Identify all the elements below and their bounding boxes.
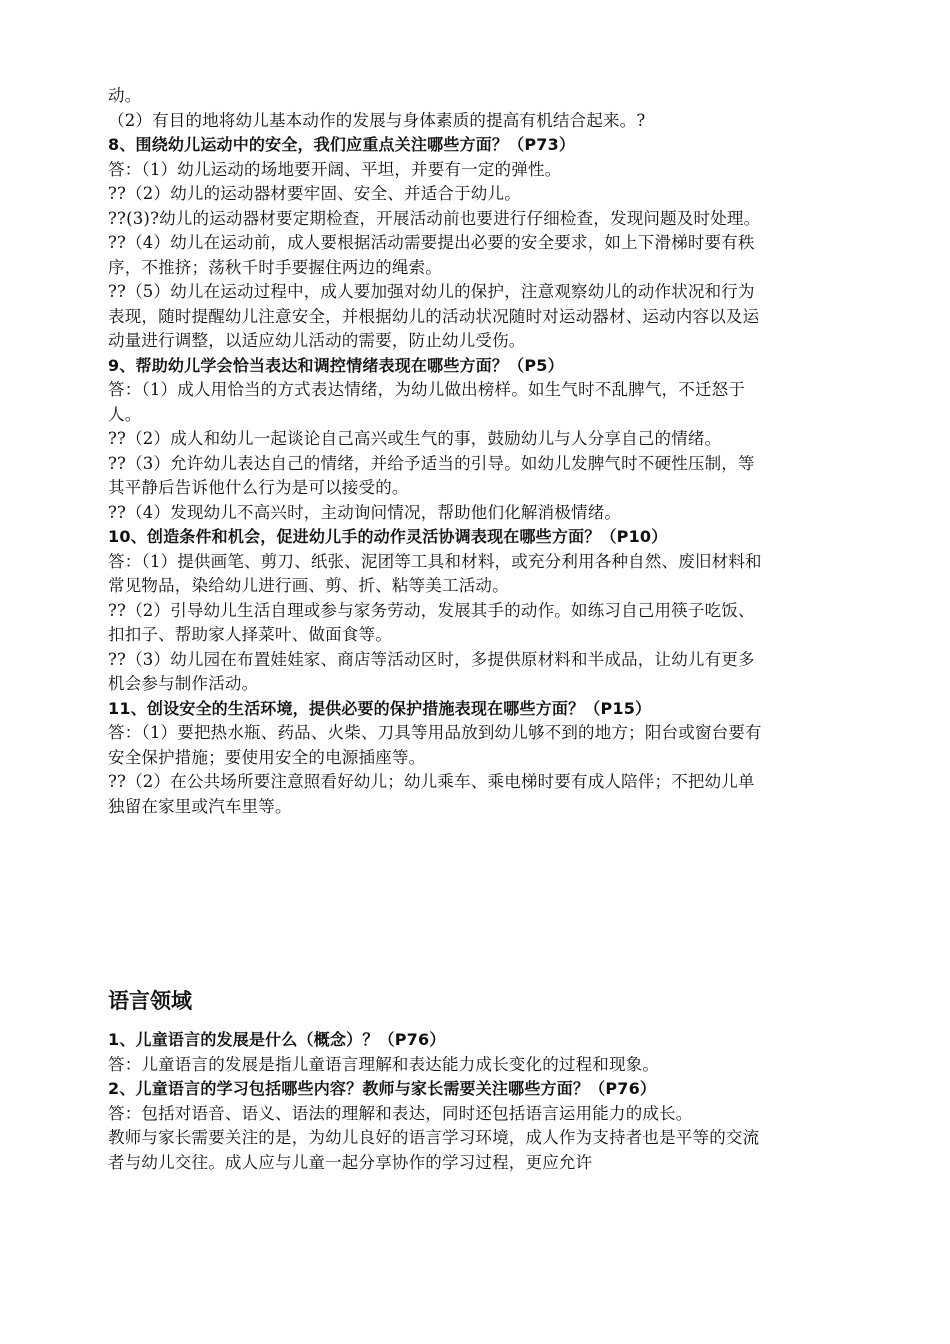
answer-paragraph: 答：（1）幼儿运动的场地要开阔、平坦，并要有一定的弹性。 xyxy=(108,159,562,179)
question-heading: 10、创造条件和机会，促进幼儿手的动作灵活协调表现在哪些方面？（P10） xyxy=(108,527,668,546)
answer-paragraph: 答：包括对语音、语义、语法的理解和表达，同时还包括语言运用能力的成长。 xyxy=(108,1103,693,1123)
answer-paragraph: ??（2）成人和幼儿一起谈论自己高兴或生气的事，鼓励幼儿与人分享自己的情绪。 xyxy=(108,429,722,448)
answer-paragraph: ??（4）发现幼儿不高兴时，主动询问情况，帮助他们化解消极情绪。 xyxy=(108,502,622,522)
answer-paragraph: 答：（1）要把热水瓶、药品、火柴、刀具等用品放到幼儿够不到的地方；阳台或窗台要有安全保护措施；要使用安全的电源插座等。 xyxy=(108,723,762,767)
answer-paragraph: 答：儿童语言的发展是指儿童语言理解和表达能力成长变化的过程和现象。 xyxy=(108,1054,660,1074)
answer-paragraph: （2）有目的地将幼儿基本动作的发展与身体素质的提高有机结合起来。? xyxy=(108,110,646,130)
answer-paragraph: ??（2）引导幼儿生活自理或参与家务劳动，发展其手的动作。如练习自己用筷子吃饭、扣扣子、帮助家人择菜叶、做面食等。 xyxy=(108,600,755,644)
answer-paragraph: 教师与家长需要关注的是，为幼儿良好的语言学习环境，成人作为支持者也是平等的交流者与幼儿交往。成人应与儿童一起分享协作的学习过程，更应允许 xyxy=(108,1128,760,1172)
question-heading: 1、儿童语言的发展是什么（概念）？（P76） xyxy=(108,1030,446,1049)
top-text-block xyxy=(108,84,768,819)
answer-paragraph: 动。 xyxy=(108,86,142,105)
answer-paragraph: ??(3)?幼儿的运动器材要定期检查，开展活动前也要进行仔细检查，发现问题及时处理。 xyxy=(108,208,761,228)
question-heading: 8、围绕幼儿运动中的安全，我们应重点关注哪些方面？（P73） xyxy=(108,135,576,154)
question-heading: 9、帮助幼儿学会恰当表达和调控情绪表现在哪些方面？（P5） xyxy=(108,355,564,375)
question-heading: 11、创设安全的生活环境，提供必要的保护措施表现在哪些方面？（P15） xyxy=(108,698,652,718)
answer-paragraph: 答：（1）提供画笔、剪刀、纸张、泥团等工具和材料，或充分利用各种自然、废旧材料和常见物品，染给幼儿进行画、剪、折、粘等美工活动。 xyxy=(108,551,762,595)
section-heading: 语言领域 xyxy=(108,989,192,1013)
answer-paragraph: ??（3）幼儿园在布置娃娃家、商店等活动区时，多提供原材料和半成品，让幼儿有更多机会参与制作活动。 xyxy=(108,649,755,693)
answer-paragraph: ??（3）允许幼儿表达自己的情绪，并给予适当的引导。如幼儿发脾气时不硬性压制，等其平静后告诉他什么行为是可以接受的。 xyxy=(108,453,755,497)
question-heading: 2、儿童语言的学习包括哪些内容？教师与家长需要关注哪些方面？（P76） xyxy=(108,1079,657,1098)
answer-paragraph: 答：（1）成人用恰当的方式表达情绪，为幼儿做出榜样。如生气时不乱脾气，不迁怒于人。 xyxy=(108,380,746,424)
answer-paragraph: ??（2）在公共场所要注意照看好幼儿；幼儿乘车、乘电梯时要有成人陪伴；不把幼儿单独留在家里或汽车里等。 xyxy=(108,772,755,816)
answer-paragraph: ??（2）幼儿的运动器材要牢固、安全、并适合于幼儿。 xyxy=(108,184,521,203)
answer-paragraph: ??（4）幼儿在运动前，成人要根据活动需要提出必要的安全要求，如上下滑梯时要有秩序，不推挤；荡秋千时手要握住两边的绳索。 xyxy=(108,233,755,277)
answer-paragraph: ??（5）幼儿在运动过程中，成人要加强对幼儿的保护，注意观察幼儿的动作状况和行为表现，随时提醒幼儿注意安全，并根据幼儿的活动状况随时对运动器材、运动内容以及运动量进行调整，以适应幼儿活动的需要，防止幼儿受伤。 xyxy=(108,282,760,350)
bottom-text-block xyxy=(108,1028,768,1175)
